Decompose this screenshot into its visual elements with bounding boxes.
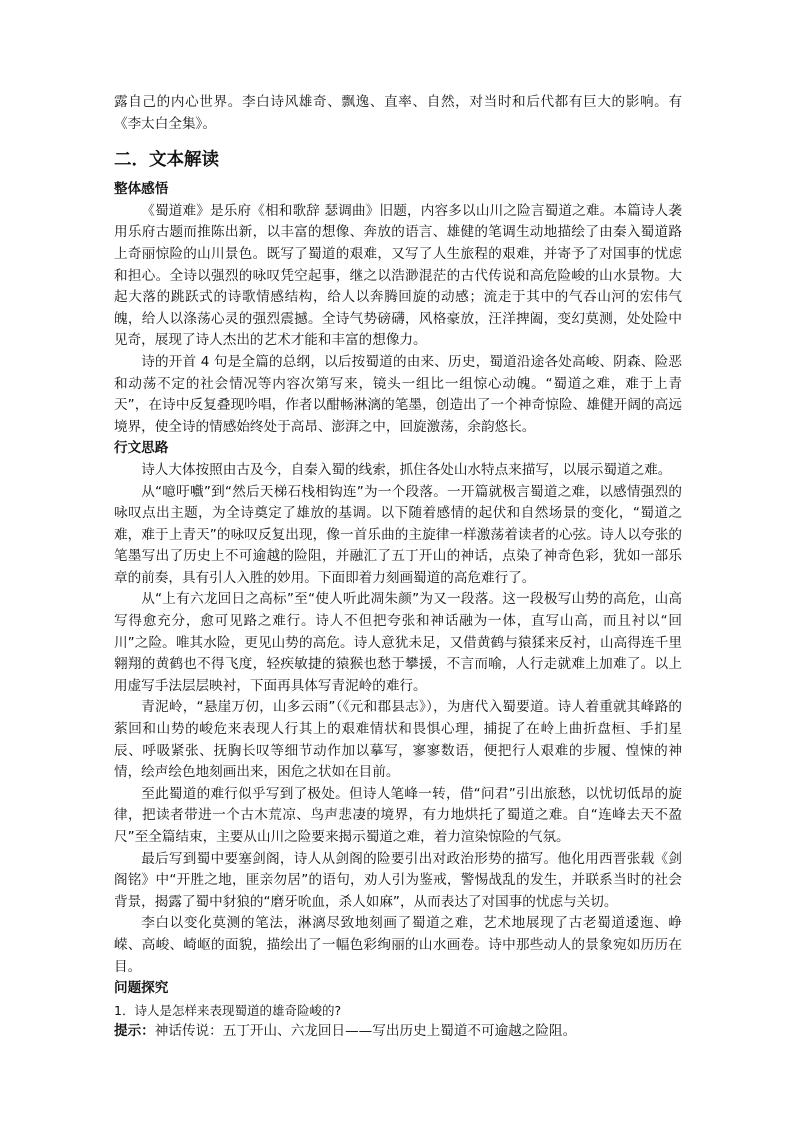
hint-text: 神话传说：五丁开山、六龙回日——写出历史上蜀道不可逾越之险阻。 [154, 1023, 577, 1040]
inquiry-heading: 问题探究 [114, 980, 169, 997]
structure-heading: 行文思路 [114, 440, 169, 457]
structure-paragraph-7: 李白以变化莫测的笔法，淋漓尽致地刻画了蜀道之难，艺术地展现了古老蜀道逶迤、峥嵘、高峻、崎岖的面貌，描绘出了一幅色彩绚丽的山水画卷。诗中那些动人的景象宛如历历在目。 [114, 915, 682, 975]
structure-paragraph-3: 从“上有六龙回日之高标”至“使人听此凋朱颜”为又一段落。这一段极写山势的高危，山高写得愈充分，愈可见路之难行。诗人不但把夸张和神话融为一体，直写山高，而且衬以“回川”之险。唯其水险，更见山势的高危。诗人意犹未足，又借黄鹤与猿猱来反衬，山高得连千里翱翔的黄鹤也不得飞度，轻疾敏捷的猿猴也愁于攀援，不言而喻，人行走就难上加难了。以上用虚写手法层层映衬，下面再具体写青泥岭的难行。 [114, 591, 682, 694]
overall-paragraph-1: 《蜀道难》是乐府《相和歌辞 瑟调曲》旧题，内容多以山川之险言蜀道之难。本篇诗人袭用乐府古题而推陈出新，以丰富的想像、奔放的语言、雄健的笔调生动地描绘了由秦入蜀道路上奇丽惊险的山川景色。既写了蜀道的艰难，又写了人生旅程的艰难，并寄予了对国事的忧虑和担心。全诗以强烈的咏叹凭空起事，继之以浩渺混茫的古代传说和高危险峻的山水景物。大起大落的跳跃式的诗歌情感结构，给人以奔腾回旋的动感；流走于其中的气吞山河的宏伟气魄，给人以涤荡心灵的强烈震撼。全诗气势磅礴，风格豪放，汪洋捭阖，变幻莫测，处处险中见奇，展现了诗人杰出的艺术才能和丰富的想像力。 [114, 202, 682, 349]
inquiry-hint [114, 1021, 682, 1043]
section-title: 二．文本解读 [114, 150, 219, 171]
hint-label: 提示： [114, 1023, 155, 1040]
structure-paragraph-2: 从“噫吁嚱”到“然后天梯石栈相钩连”为一个段落。一开篇就极言蜀道之难，以感情强烈的咏叹点出主题，为全诗奠定了雄放的基调。以下随着感情的起伏和自然场景的变化，“蜀道之难，难于上青天”的咏叹反复出现，像一首乐曲的主旋律一样激荡着读者的心弦。诗人以夸张的笔墨写出了历史上不可逾越的险阻，并融汇了五丁开山的神话，点染了神奇色彩，犹如一部乐章的前奏，具有引人入胜的妙用。下面即着力刻画蜀道的高危难行了。 [114, 483, 682, 586]
structure-paragraph-4: 青泥岭，“悬崖万仞，山多云雨”（《元和郡县志》），为唐代入蜀要道。诗人着重就其峰路的萦回和山势的峻危来表现人行其上的艰难情状和畏惧心理，捕捉了在岭上曲折盘桓、手扪星辰、呼吸紧张、抚胸长叹等细节动作加以摹写，寥寥数语，便把行人艰难的步履、惶悚的神情，绘声绘色地刻画出来，困危之状如在目前。 [114, 699, 682, 781]
structure-paragraph-5: 至此蜀道的难行似乎写到了极处。但诗人笔峰一转，借“问君”引出旅愁，以忧切低昂的旋律，把读者带进一个古木荒凉、鸟声悲凄的境界，有力地烘托了蜀道之难。自“连峰去天不盈尺”至全篇结束，主要从山川之险要来揭示蜀道之难，着力渲染惊险的气氛。 [114, 785, 682, 845]
structure-paragraph-1: 诗人大体按照由古及今，自秦入蜀的线索，抓住各处山水特点来描写，以展示蜀道之难。 [141, 461, 672, 478]
inquiry-question: 1．诗人是怎样来表现蜀道的雄奇险峻的? [114, 1002, 342, 1018]
overall-paragraph-2: 诗的开首 4 句是全篇的总纲，以后按蜀道的由来、历史，蜀道沿途各处高峻、阴森、险恶和动荡不定的社会情况等内容次第写来，镜头一组比一组惊心动魄。“蜀道之难，难于上青天”，在诗中反复叠现吟唱，作者以酣畅淋漓的笔墨，创造出了一个神奇惊险、雄健开阔的高远境界，使全诗的情感始终处于高昂、澎湃之中，回旋激荡，余韵悠长。 [114, 353, 682, 435]
overall-heading: 整体感悟 [114, 181, 169, 198]
structure-paragraph-6: 最后写到蜀中要塞剑阁，诗人从剑阁的险要引出对政治形势的描写。他化用西晋张载《剑阁铭》中“开胜之地，匪亲勿居”的语句，劝人引为鉴戒，警惕战乱的发生，并联系当时的社会背景，揭露了蜀中豺狼的“磨牙吮血，杀人如麻”，从而表达了对国事的忧虑与关切。 [114, 850, 682, 910]
document-page [114, 92, 682, 1043]
intro-paragraph: 露自己的内心世界。李白诗风雄奇、飘逸、直率、自然，对当时和后代都有巨大的影响。有《李太白全集》。 [114, 94, 682, 132]
